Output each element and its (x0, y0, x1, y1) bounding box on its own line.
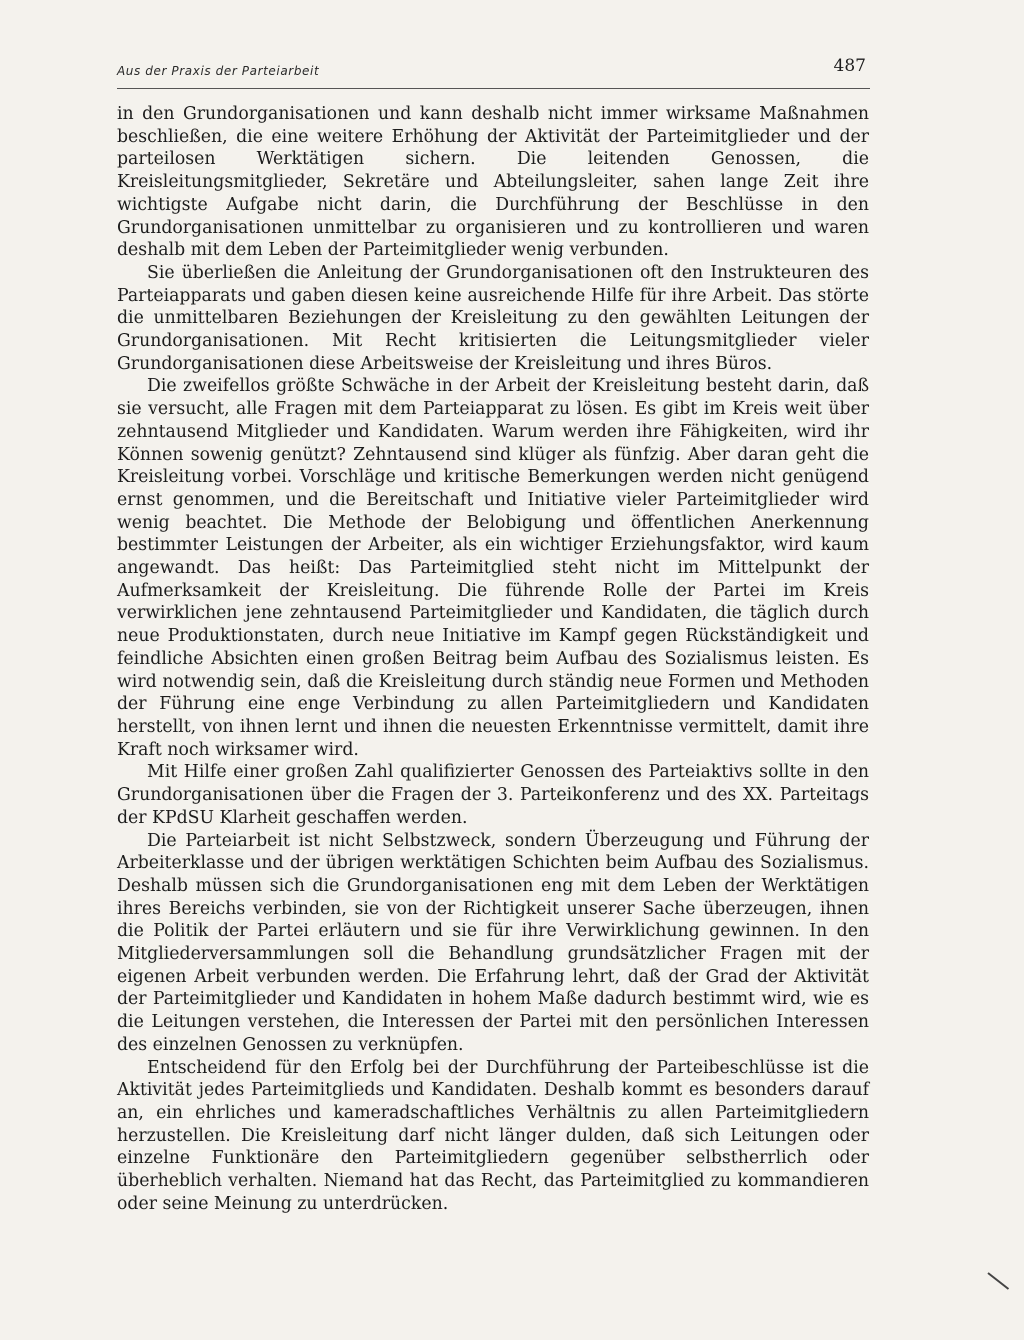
paragraph-4: Mit Hilfe einer großen Zahl qualifizierter Genossen des Parteiaktivs sollte in den Grundorganisationen über die Fragen der 3. Parteikonferenz und des XX. Parteitags der KPdSU Klarheit geschaffen werden. (117, 762, 869, 828)
running-head: Aus der Praxis der Parteiarbeit (117, 64, 320, 78)
paragraph-1: in den Grundorganisationen und kann deshalb nicht immer wirksame Maßnahmen beschließen, die eine weitere Erhöhung der Aktivität der Parteimitglieder und der parteilosen Werktätigen sichern. Die leitenden Genossen, die Kreisleitungsmitglieder, Sekretäre und Abteilungsleiter, sahen lange Zeit ihre wichtigste Aufgabe nicht darin, die Durchführung der Beschlüsse in den Grundorganisationen unmittelbar zu organisieren und zu kontrollieren und waren deshalb mit dem Leben der Parteimitglieder wenig verbunden. (117, 104, 869, 261)
paragraph-6: Entscheidend für den Erfolg bei der Durchführung der Parteibeschlüsse ist die Aktivität jedes Parteimitglieds und Kandidaten. Deshalb kommt es besonders darauf an, ein ehrliches und kameradschaftliches Verhältnis zu allen Parteimitgliedern herzustellen. Die Kreisleitung darf nicht länger dulden, daß sich Leitungen oder einzelne Funktionäre den Parteimitgliedern gegenüber selbstherrlich oder überheblich verhalten. Niemand hat das Recht, das Parteimitglied zu kommandieren oder seine Meinung zu unterdrücken. (117, 1057, 869, 1214)
paragraph-3: Die zweifellos größte Schwäche in der Arbeit der Kreisleitung besteht darin, daß sie versucht, alle Fragen mit dem Parteiapparat zu lösen. Es gibt im Kreis weit über zehntausend Mitglieder und Kandidaten. Warum werden ihre Fähigkeiten, wird ihr Können sowenig genützt? Zehntausend sind klüger als fünfzig. Aber daran geht die Kreisleitung vorbei. Vorschläge und kritische Bemerkungen werden nicht genügend ernst genommen, und die Bereitschaft und Initiative vieler Parteimitglieder wird wenig beachtet. Die Methode der Belobigung und öffentlichen Anerkennung bestimmter Leistungen der Arbeiter, als ein wichtiger Erziehungsfaktor, wird kaum angewandt. Das heißt: Das Parteimitglied steht nicht im Mittelpunkt der Aufmerksamkeit der Kreisleitung. Die führende Rolle der Partei im Kreis verwirklichen jene zehntausend Parteimitglieder und Kandidaten, die täglich durch neue Produktionstaten, durch neue Initiative im Kampf gegen Rückständigkeit und feindliche Absichten einen großen Beitrag beim Aufbau des Sozialismus leisten. Es wird notwendig sein, daß die Kreisleitung durch ständig neue Formen und Methoden der Führung eine enge Verbindung zu allen Parteimitgliedern und Kandidaten herstellt, von ihnen lernt und ihnen die neuesten Erkenntnisse vermittelt, damit ihre Kraft noch wirksamer wird. (117, 376, 869, 760)
pencil-mark (987, 1272, 1009, 1290)
body-text (117, 103, 869, 1215)
paragraph-2: Sie überließen die Anleitung der Grundorganisationen oft den Instrukteuren des Parteiapparats und gaben diesen keine ausreichende Hilfe für ihre Arbeit. Das störte die unmittelbaren Beziehungen der Kreisleitung zu den gewählten Leitungen der Grundorganisationen. Mit Recht kritisierten die Leitungsmitglieder vieler Grundorganisationen diese Arbeitsweise der Kreisleitung und ihres Büros. (117, 262, 869, 374)
page-number: 487 (833, 56, 866, 76)
page-header (117, 58, 870, 89)
paragraph-5: Die Parteiarbeit ist nicht Selbstzweck, sondern Überzeugung und Führung der Arbeiterklasse und der übrigen werktätigen Schichten beim Aufbau des Sozialismus. Deshalb müssen sich die Grundorganisationen eng mit dem Leben der Werktätigen ihres Bereichs verbinden, sie von der Richtigkeit unserer Sache überzeugen, ihnen die Politik der Partei erläutern und sie für ihre Verwirklichung gewinnen. In den Mitgliederversammlungen soll die Behandlung grundsätzlicher Fragen mit der eigenen Arbeit verbunden werden. Die Erfahrung lehrt, daß der Grad der Aktivität der Parteimitglieder und Kandidaten in hohem Maße dadurch bestimmt wird, wie es die Leitungen verstehen, die Interessen der Partei mit den persönlichen Interessen des einzelnen Genossen zu verknüpfen. (117, 830, 869, 1055)
